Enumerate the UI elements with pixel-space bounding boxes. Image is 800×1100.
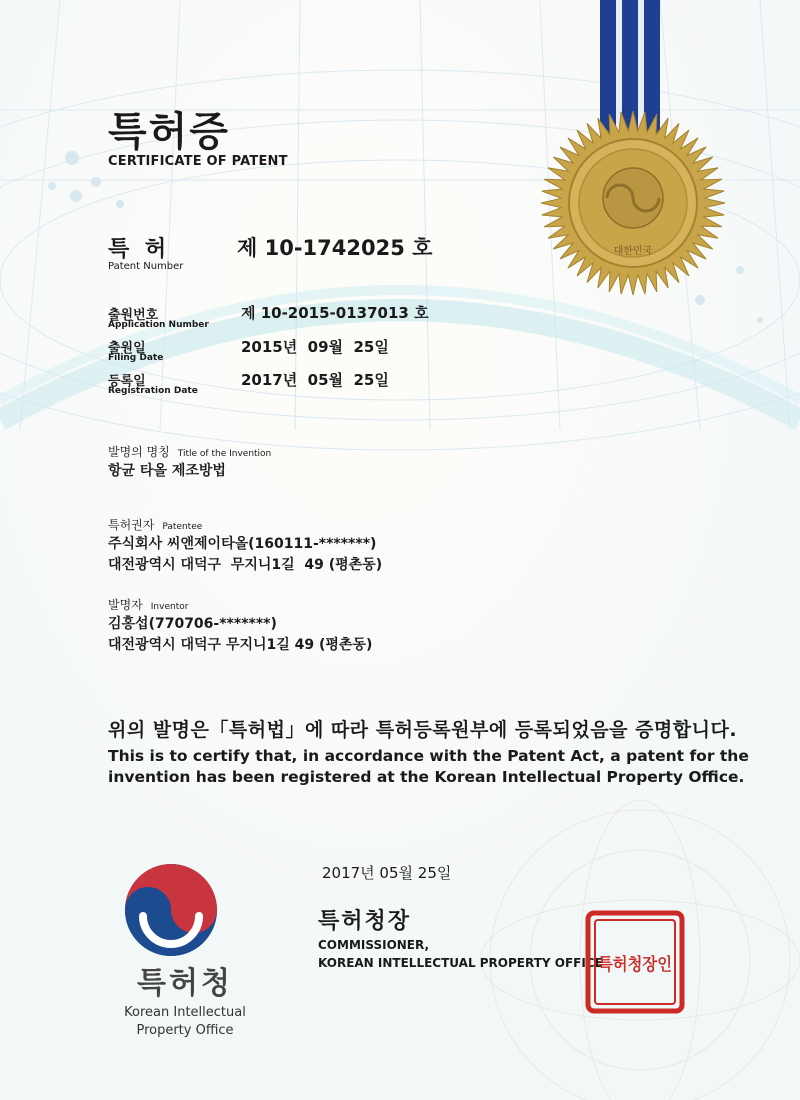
patentee-address: 대전광역시 대덕구 무지니1길 49 (평촌동) (108, 557, 383, 573)
office-name-en-line2: Property Office (136, 1023, 234, 1038)
kipo-logo-icon (123, 862, 219, 958)
commissioner-line2: KOREAN INTELLECTUAL PROPERTY OFFICE (318, 956, 603, 970)
patentee-label-en: Patentee (162, 522, 203, 532)
invention-title: 항균 타올 제조방법 (108, 463, 226, 479)
application-number-label: 출원번호 (108, 308, 159, 323)
certification-statement-en: This is to certify that, in accordance with the Patent Act, a patent for the invention has been registered at the Korean Intellectual Property Office. (108, 747, 749, 786)
inventor-name: 김홍섭(770706-*******) (108, 616, 277, 632)
patent-number-label-en: Patent Number (108, 261, 184, 272)
patentee-label-kr: 특허권자 (108, 518, 155, 532)
page-title: 특허증 (108, 109, 230, 155)
stamp-text: 특허청장인 (598, 955, 681, 975)
application-number-value: 제 10-2015-0137013 호 (241, 304, 429, 322)
official-red-stamp (585, 910, 685, 1014)
patentee-label (108, 514, 202, 533)
gold-seal (538, 108, 728, 298)
inventor-label-kr: 발명자 (108, 598, 143, 612)
filing-date-label: 출원일 (108, 341, 146, 356)
inventor-label-en: Inventor (150, 602, 189, 612)
commissioner-title-kr: 특허청장 (318, 909, 412, 934)
page-subtitle: CERTIFICATE OF PATENT (108, 154, 288, 169)
registration-date-label-en: Registration Date (108, 386, 198, 396)
seal-gold-text: 대한민국 (613, 246, 653, 257)
inventor-label (108, 594, 188, 613)
inventor-address: 대전광역시 대덕구 무지니1길 49 (평촌동) (108, 637, 373, 653)
invention-label-kr: 발명의 명칭 (108, 445, 170, 459)
filing-date-value: 2015년 09월 25일 (241, 338, 389, 356)
registration-date-value: 2017년 05월 25일 (241, 371, 389, 389)
commissioner-title-en (318, 936, 603, 972)
office-name-en-line1: Korean Intellectual (124, 1005, 246, 1020)
application-number-label-en: Application Number (108, 320, 209, 330)
filing-date-label-en: Filing Date (108, 353, 164, 363)
office-name-kr: 특허청 (137, 966, 233, 1001)
office-name-en (100, 1004, 270, 1040)
issue-date: 2017년 05월 25일 (322, 864, 452, 882)
invention-label-en: Title of the Invention (177, 449, 272, 459)
certification-statement-kr: 위의 발명은「특허법」에 따라 특허등록원부에 등록되었음을 증명합니다. (108, 719, 738, 741)
patent-number-value: 제 10-1742025 호 (237, 236, 433, 260)
commissioner-line1: COMMISSIONER, (318, 938, 430, 952)
invention-label (108, 441, 271, 460)
registration-date-label: 등록일 (108, 374, 146, 389)
patent-number-label: 특 허 (108, 237, 171, 262)
patentee-name: 주식회사 씨앤제이타올(160111-*******) (108, 536, 377, 552)
